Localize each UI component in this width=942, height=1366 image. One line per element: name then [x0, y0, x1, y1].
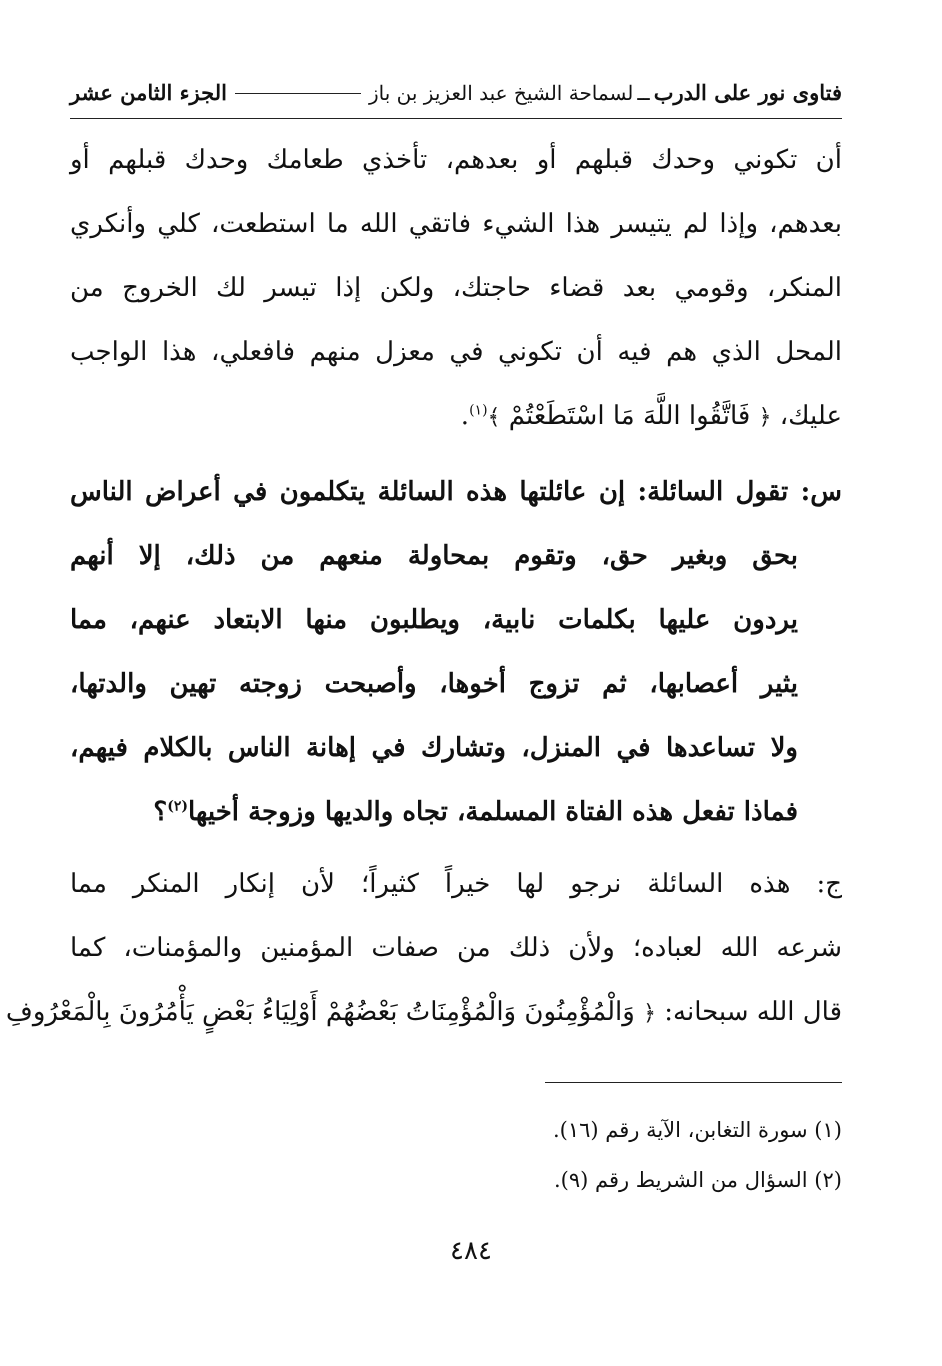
text-line: [70, 852, 842, 916]
text-line: يردون عليها بكلمات نابية، ويطلبون منها الابتعاد عنهم، مما: [70, 605, 798, 635]
quran-verse: وَالْمُؤْمِنُونَ وَالْمُؤْمِنَاتُ بَعْضُهُمْ أَوْلِيَاءُ بَعْضٍ يَأْمُرُونَ بِالْمَعْرُوفِ: [5, 997, 635, 1027]
header-rule: [235, 93, 361, 94]
header-divider: [70, 118, 842, 119]
text-line: [70, 460, 842, 524]
text-line: [5, 980, 842, 1044]
volume-title: الجزء الثامن عشر: [70, 80, 227, 105]
question-label: س:: [800, 477, 842, 507]
verse-open-ornament: ﴿: [643, 1001, 656, 1026]
answer-label: ج:: [816, 869, 842, 899]
running-header: [70, 80, 842, 110]
footnote-1: (١) سورة التغابن، الآية رقم (١٦).: [552, 1118, 842, 1142]
author-name: لسماحة الشيخ عبد العزيز بن باز: [368, 81, 634, 105]
text-line: بعدهم، وإذا لم يتيسر هذا الشيء فاتقي الله ما استطعت، كلي وأنكري: [70, 209, 842, 239]
page-number: ٤٨٤: [450, 1236, 492, 1266]
answer-continuation: [70, 128, 842, 448]
question-text: تقول السائلة: إن عائلتها هذه السائلة يتكلمون في أعراض الناس: [70, 477, 789, 507]
text-line: أن تكوني وحدك قبلهم أو بعدهم، تأخذي طعامك وحدك قبلهم أو: [70, 145, 842, 175]
text-line: شرعه الله لعباده؛ ولأن ذلك من صفات المؤمنين والمؤمنات، كما: [70, 933, 842, 963]
verse-open-ornament: ﴿: [758, 405, 772, 430]
line-end: .: [460, 401, 470, 431]
footnote-divider: [545, 1082, 842, 1083]
text-line: [70, 780, 842, 844]
text-line: يثير أعصابها، ثم تزوج أخوها، وأصبحت زوجته تهين والدتها،: [70, 669, 798, 699]
footnote-ref: (١): [469, 402, 488, 419]
text-line: ولا تساعدها في المنزل، وتشارك في إهانة الناس بالكلام فيهم،: [70, 733, 798, 763]
question-last-line: فماذا تفعل هذه الفتاة المسلمة، تجاه والديها وزوجة أخيها: [187, 797, 798, 827]
text-line: [70, 384, 842, 448]
answer-block: [5, 852, 842, 1044]
text-line: المحل الذي هم فيه أن تكوني في معزل منهم فافعلي، هذا الواجب: [70, 337, 842, 367]
text-line: بحق وبغير حق، وتقوم بمحاولة منعهم من ذلك، إلا أنهم: [70, 541, 798, 571]
text-line: المنكر، وقومي بعد قضاء حاجتك، ولكن إذا تيسر لك الخروج من: [70, 273, 842, 303]
quran-verse: فَاتَّقُوا اللَّهَ مَا اسْتَطَعْتُمْ: [508, 401, 751, 431]
footnote-2: (٢) السؤال من الشريط رقم (٩).: [553, 1168, 842, 1192]
question-block: [70, 460, 842, 844]
header-dash: ــ: [637, 81, 650, 105]
answer-text: هذه السائلة نرجو لها خيراً كثيراً؛ لأن إنكار المنكر مما: [70, 869, 791, 899]
book-title: فتاوى نور على الدرب: [653, 80, 842, 105]
line-prefix: قال الله سبحانه:: [664, 997, 842, 1027]
line-prefix: عليك،: [779, 401, 842, 431]
verse-close-ornament: ﴾: [487, 405, 501, 430]
footnote-ref: (٢): [167, 798, 188, 815]
line-end: ؟: [153, 797, 168, 827]
